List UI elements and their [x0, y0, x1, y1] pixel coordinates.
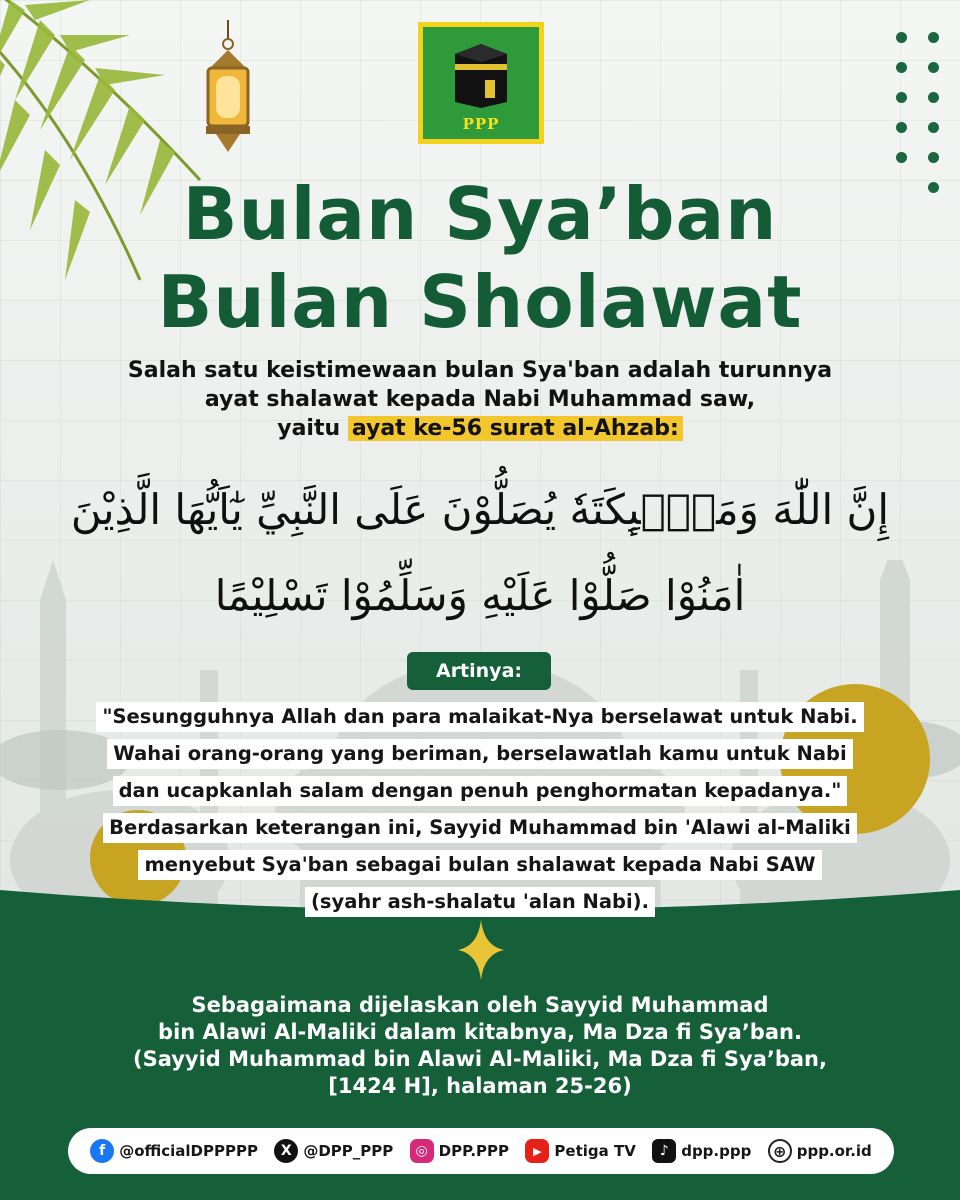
translation-line: menyebut Sya'ban sebagai bulan shalawat kepada Nabi SAW	[138, 850, 821, 880]
source-citation	[60, 992, 900, 1100]
social-label: DPP.PPP	[438, 1142, 510, 1160]
intro-line-3	[40, 414, 920, 443]
social-x[interactable]	[274, 1139, 393, 1163]
intro-text	[40, 356, 920, 443]
translation-text	[70, 702, 890, 924]
facebook-icon: f	[90, 1139, 114, 1163]
translation-line: (syahr ash-shalatu 'alan Nabi).	[305, 887, 655, 917]
source-line: Sebagaimana dijelaskan oleh Sayyid Muhammad	[191, 993, 769, 1017]
kaaba-icon	[449, 40, 513, 110]
social-facebook[interactable]	[90, 1139, 258, 1163]
title-line-1: Bulan Sya’ban	[182, 172, 778, 256]
title-line-2: Bulan Sholawat	[157, 260, 803, 344]
translation-line: Wahai orang-orang yang beriman, berselawatlah kamu untuk Nabi	[107, 739, 852, 769]
social-label: dpp.ppp	[681, 1142, 752, 1160]
ppp-logo	[418, 22, 544, 144]
translation-line: dan ucapkanlah salam dengan penuh penghormatan kepadanya."	[113, 776, 848, 806]
sparkle-icon	[458, 920, 504, 980]
instagram-icon: ◎	[410, 1139, 434, 1163]
social-label: ppp.or.id	[796, 1142, 872, 1160]
social-website[interactable]	[768, 1139, 872, 1163]
social-media-bar	[68, 1128, 894, 1174]
source-line: [1424 H], halaman 25-26)	[328, 1074, 632, 1098]
social-label: Petiga TV	[554, 1142, 636, 1160]
intro-line-3-prefix: yaitu	[277, 416, 348, 441]
arabic-verse-line-2: اٰمَنُوْا صَلُّوْا عَلَيْهِ وَسَلِّمُوْا تَسْلِيْمًا	[214, 571, 746, 620]
translation-line: "Sesungguhnya Allah dan para malaikat-Nya berselawat untuk Nabi.	[96, 702, 863, 732]
source-line: bin Alawi Al-Maliki dalam kitabnya, Ma Dza fi Sya’ban.	[158, 1020, 802, 1044]
x-icon: X	[274, 1139, 298, 1163]
lantern-icon	[196, 20, 260, 160]
social-label: @officialDPPPPP	[119, 1142, 258, 1160]
logo-text: PPP	[462, 115, 500, 133]
translation-line: Berdasarkan keterangan ini, Sayyid Muhammad bin 'Alawi al-Maliki	[103, 813, 857, 843]
social-label: @DPP_PPP	[303, 1142, 394, 1160]
social-youtube[interactable]	[525, 1139, 635, 1163]
intro-line-2: ayat shalawat kepada Nabi Muhammad saw,	[204, 387, 756, 412]
tiktok-icon: ♪	[652, 1139, 676, 1163]
social-instagram[interactable]	[410, 1139, 509, 1163]
arabic-verse-line-1: إِنَّ اللّٰهَ وَمَلٰۤىِٕكَتَهٗ يُصَلُّوْنَ عَلَى النَّبِيِّ يٰٓاَيُّهَا الَّذِيْنَ	[70, 485, 890, 534]
globe-icon: ⊕	[768, 1139, 792, 1163]
surah-highlight: ayat ke-56 surat al-Ahzab:	[348, 416, 683, 441]
intro-line-1: Salah satu keistimewaan bulan Sya'ban adalah turunnya	[127, 358, 833, 383]
source-line: (Sayyid Muhammad bin Alawi Al-Maliki, Ma Dza fi Sya’ban,	[132, 1047, 827, 1071]
social-tiktok[interactable]	[652, 1139, 751, 1163]
translation-label: Artinya:	[407, 652, 551, 690]
youtube-icon: ▶	[525, 1139, 549, 1163]
